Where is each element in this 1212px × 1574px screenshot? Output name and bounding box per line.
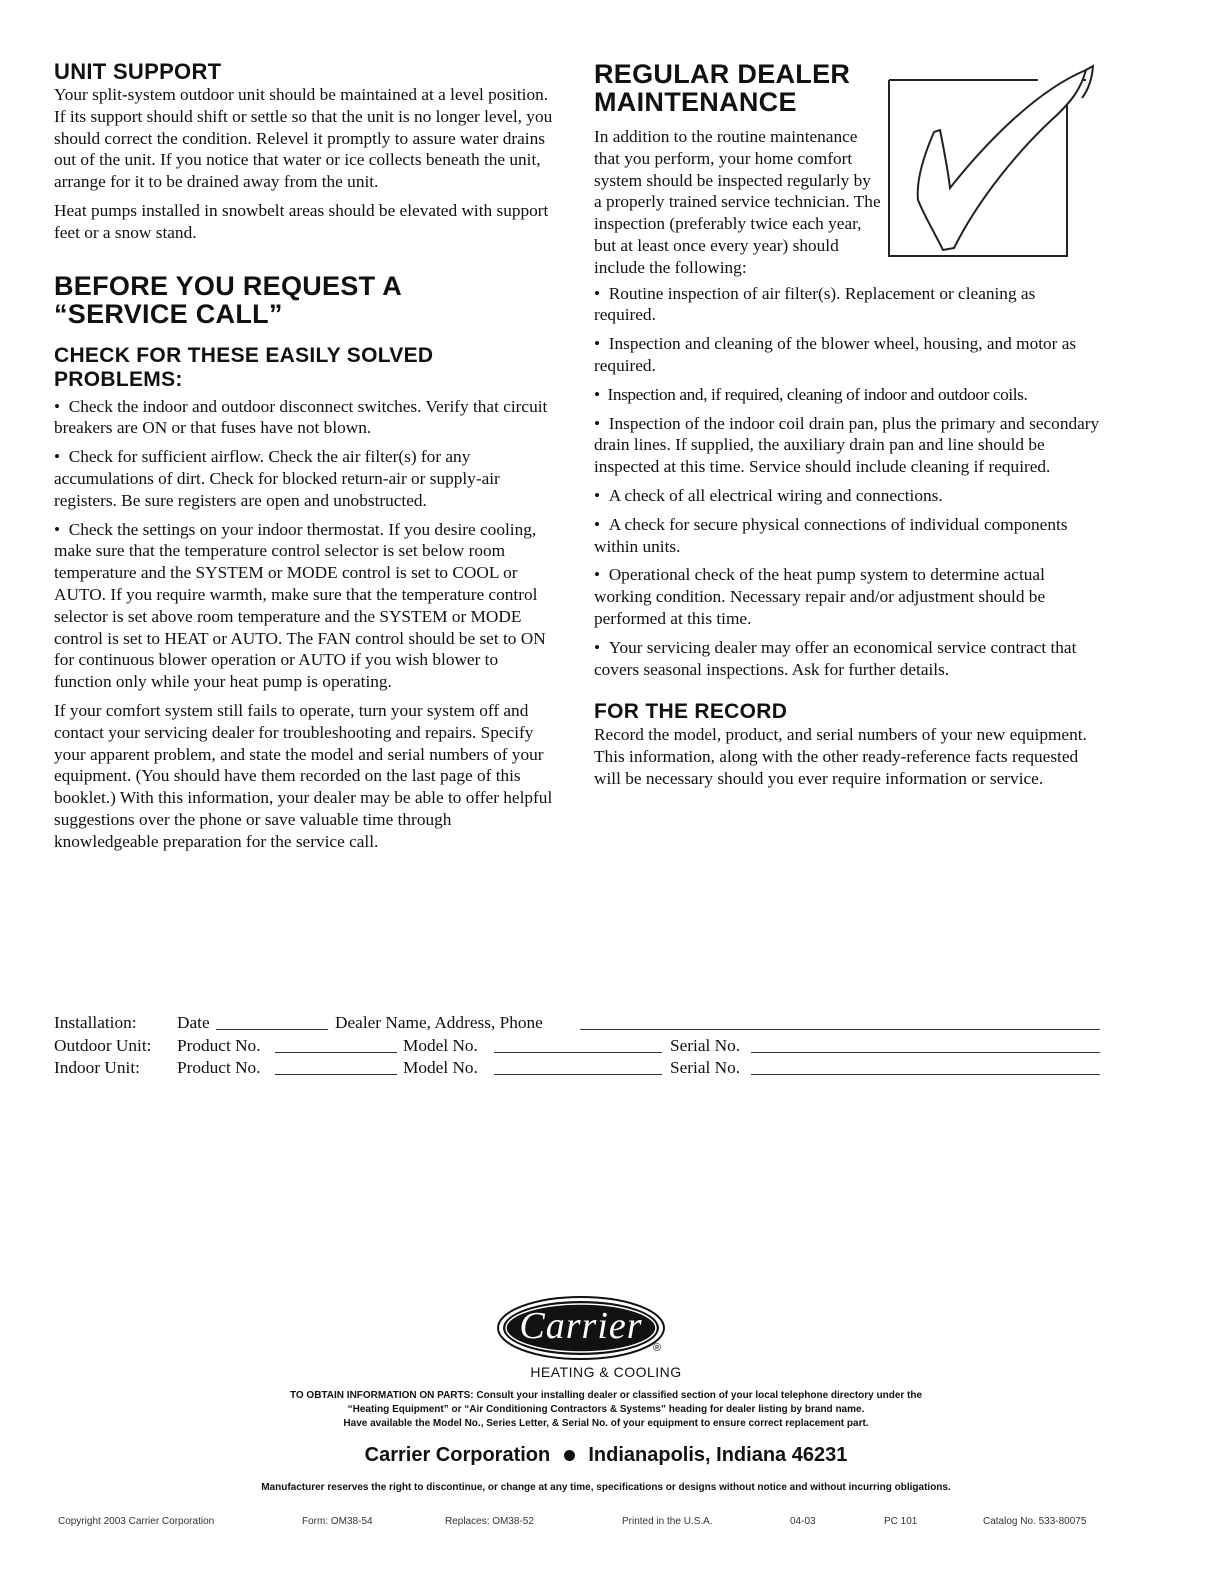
outdoor-product-label: Product No. <box>177 1035 261 1055</box>
before-request-heading <box>54 272 560 328</box>
maintenance-bullet-filters: • Routine inspection of air filter(s). Replacement or cleaning as required. <box>594 283 1100 327</box>
pc-number: PC 101 <box>884 1516 918 1527</box>
corporation-name: Carrier Corporation <box>364 1444 551 1466</box>
outdoor-serial-label: Serial No. <box>670 1035 741 1055</box>
outdoor-unit-label: Outdoor Unit: <box>54 1035 152 1055</box>
outdoor-model-label: Model No. <box>403 1035 478 1055</box>
parts-info-line-1: TO OBTAIN INFORMATION ON PARTS: Consult your installing dealer or classified section of your local telephone directory under the <box>289 1390 923 1401</box>
form-number: Form: OM38-54 <box>302 1516 373 1527</box>
parts-info-line-2: “Heating Equipment” or “Air Conditioning Contractors & Systems” heading for dealer listing by brand name. <box>347 1404 865 1415</box>
for-the-record-heading: FOR THE RECORD <box>594 700 788 724</box>
check-bullet-disconnect: • Check the indoor and outdoor disconnect switches. Verify that circuit breakers are ON or that fuses have not blown. <box>54 396 560 440</box>
indoor-unit-row <box>54 1057 1104 1080</box>
indoor-unit-label: Indoor Unit: <box>54 1058 140 1077</box>
check-problems-line1: CHECK FOR THESE EASILY SOLVED <box>54 343 434 367</box>
installation-row <box>54 1012 1104 1035</box>
unit-support-paragraph-2: Heat pumps installed in snowbelt areas should be elevated with support feet or a snow stand. <box>54 200 549 242</box>
printed-in: Printed in the U.S.A. <box>622 1516 713 1527</box>
check-bullet-thermostat: • Check the settings on your indoor thermostat. If you desire cooling, make sure that the temperature control selector is set below room temperature and the SYSTEM or MODE control is set to COOL or AUTO. If you require warmth, make sure that the temperature control selector is set above room temperature and the SYSTEM or MODE control is set to HEAT or AUTO. The FAN control should be set to ON for continuous blower operation or AUTO if you wish blower to function only while your heat pump is operating. <box>54 519 560 693</box>
replaces-number: Replaces: OM38-52 <box>445 1516 534 1527</box>
check-problems-line2: PROBLEMS: <box>54 367 183 391</box>
maintenance-heading-line2: MAINTENANCE <box>594 87 797 117</box>
outdoor-unit-row <box>54 1035 1104 1058</box>
before-request-heading-line2: “SERVICE CALL” <box>54 298 283 329</box>
date-label: Date <box>177 1013 210 1032</box>
maintenance-bullet-coils: • Inspection and, if required, cleaning of indoor and outdoor coils. <box>594 384 1100 406</box>
indoor-model-label: Model No. <box>403 1058 478 1077</box>
registered-mark: ® <box>653 1342 662 1354</box>
maintenance-heading-line1: REGULAR DEALER <box>594 59 851 89</box>
manufacturer-disclaimer: Manufacturer reserves the right to discontinue, or change at any time, specifications or designs without notice and without incurring obligations. <box>261 1482 951 1493</box>
indoor-model-field[interactable] <box>494 1060 662 1075</box>
installation-label: Installation: <box>54 1013 137 1032</box>
carrier-logo-text: Carrier <box>519 1305 643 1347</box>
print-date: 04-03 <box>790 1516 816 1527</box>
indoor-serial-field[interactable] <box>751 1060 1100 1075</box>
dealer-label: Dealer Name, Address, Phone <box>335 1013 543 1032</box>
date-field[interactable] <box>216 1015 328 1030</box>
bullet-separator-icon <box>564 1450 575 1461</box>
copyright: Copyright 2003 Carrier Corporation <box>58 1516 215 1527</box>
outdoor-product-field[interactable] <box>275 1038 397 1053</box>
outdoor-model-field[interactable] <box>494 1038 662 1053</box>
equipment-record-form <box>54 1012 1104 1080</box>
right-column <box>594 60 1100 790</box>
parts-info-line-3: Have available the Model No., Series Letter, & Serial No. of your equipment to ensure correct replacement part. <box>343 1418 869 1429</box>
unit-support-paragraph-1: Your split-system outdoor unit should be maintained at a level position. If its support should shift or settle so that the unit is no longer level, you should correct the condition. Relevel it promptly to assure water drains out of the unit. If you notice that water or ice collects beneath the unit, arrange for it to be drained away from the unit. <box>54 85 553 192</box>
maintenance-intro: In addition to the routine maintenance that you perform, your home comfort system should be inspected regularly by a properly trained service technician. The inspection (preferably twice each year, but at least once every year) should include the following: <box>594 127 881 277</box>
regular-dealer-maintenance-heading <box>594 60 1100 116</box>
dealer-field[interactable] <box>580 1015 1100 1030</box>
corporation-city: Indianapolis, Indiana 46231 <box>588 1444 848 1466</box>
indoor-serial-label: Serial No. <box>670 1058 741 1077</box>
outdoor-serial-field[interactable] <box>751 1038 1100 1053</box>
maintenance-bullet-contract: • Your servicing dealer may offer an economical service contract that covers seasonal inspections. Ask for further details. <box>594 637 1100 681</box>
unit-support-heading: UNIT SUPPORT <box>54 59 222 84</box>
catalog-number: Catalog No. 533-80075 <box>983 1516 1087 1527</box>
check-bullet-airflow: • Check for sufficient airflow. Check the air filter(s) for any accumulations of dirt. Check for blocked return-air or supply-air registers. Be sure registers are open and unobstructed. <box>54 446 560 511</box>
service-call-closing-paragraph: If your comfort system still fails to operate, turn your system off and contact your servicing dealer for troubleshooting and repairs. Specify your apparent problem, and state the model and serial numbers of your equipment. (You should have them recorded on the last page of this booklet.) With this information, your dealer may be able to offer helpful suggestions over the phone or save valuable time through knowledgeable preparation for the service call. <box>54 700 553 851</box>
for-the-record-text: Record the model, product, and serial numbers of your new equipment. This information, along with the other ready-reference facts requested will be necessary should you ever require information or service. <box>594 725 1087 788</box>
left-column <box>54 60 560 853</box>
carrier-logo <box>497 1296 667 1362</box>
maintenance-bullet-connections: • A check for secure physical connections of individual components within units. <box>594 514 1100 558</box>
maintenance-bullet-drain: • Inspection of the indoor coil drain pan, plus the primary and secondary drain lines. If supplied, the auxiliary drain pan and line should be inspected at this time. Service should include cleaning if required. <box>594 413 1100 478</box>
before-request-heading-line1: BEFORE YOU REQUEST A <box>54 270 403 301</box>
indoor-product-label: Product No. <box>177 1058 261 1077</box>
maintenance-bullet-wiring: • A check of all electrical wiring and connections. <box>594 485 1100 507</box>
indoor-product-field[interactable] <box>275 1060 397 1075</box>
check-problems-subheading <box>54 344 560 392</box>
maintenance-bullet-blower: • Inspection and cleaning of the blower wheel, housing, and motor as required. <box>594 333 1100 377</box>
maintenance-bullet-operational: • Operational check of the heat pump system to determine actual working condition. Necessary repair and/or adjustment should be performed at this time. <box>594 564 1100 629</box>
corporation-address <box>0 1442 1212 1468</box>
heating-cooling-tagline: HEATING & COOLING <box>530 1364 682 1380</box>
